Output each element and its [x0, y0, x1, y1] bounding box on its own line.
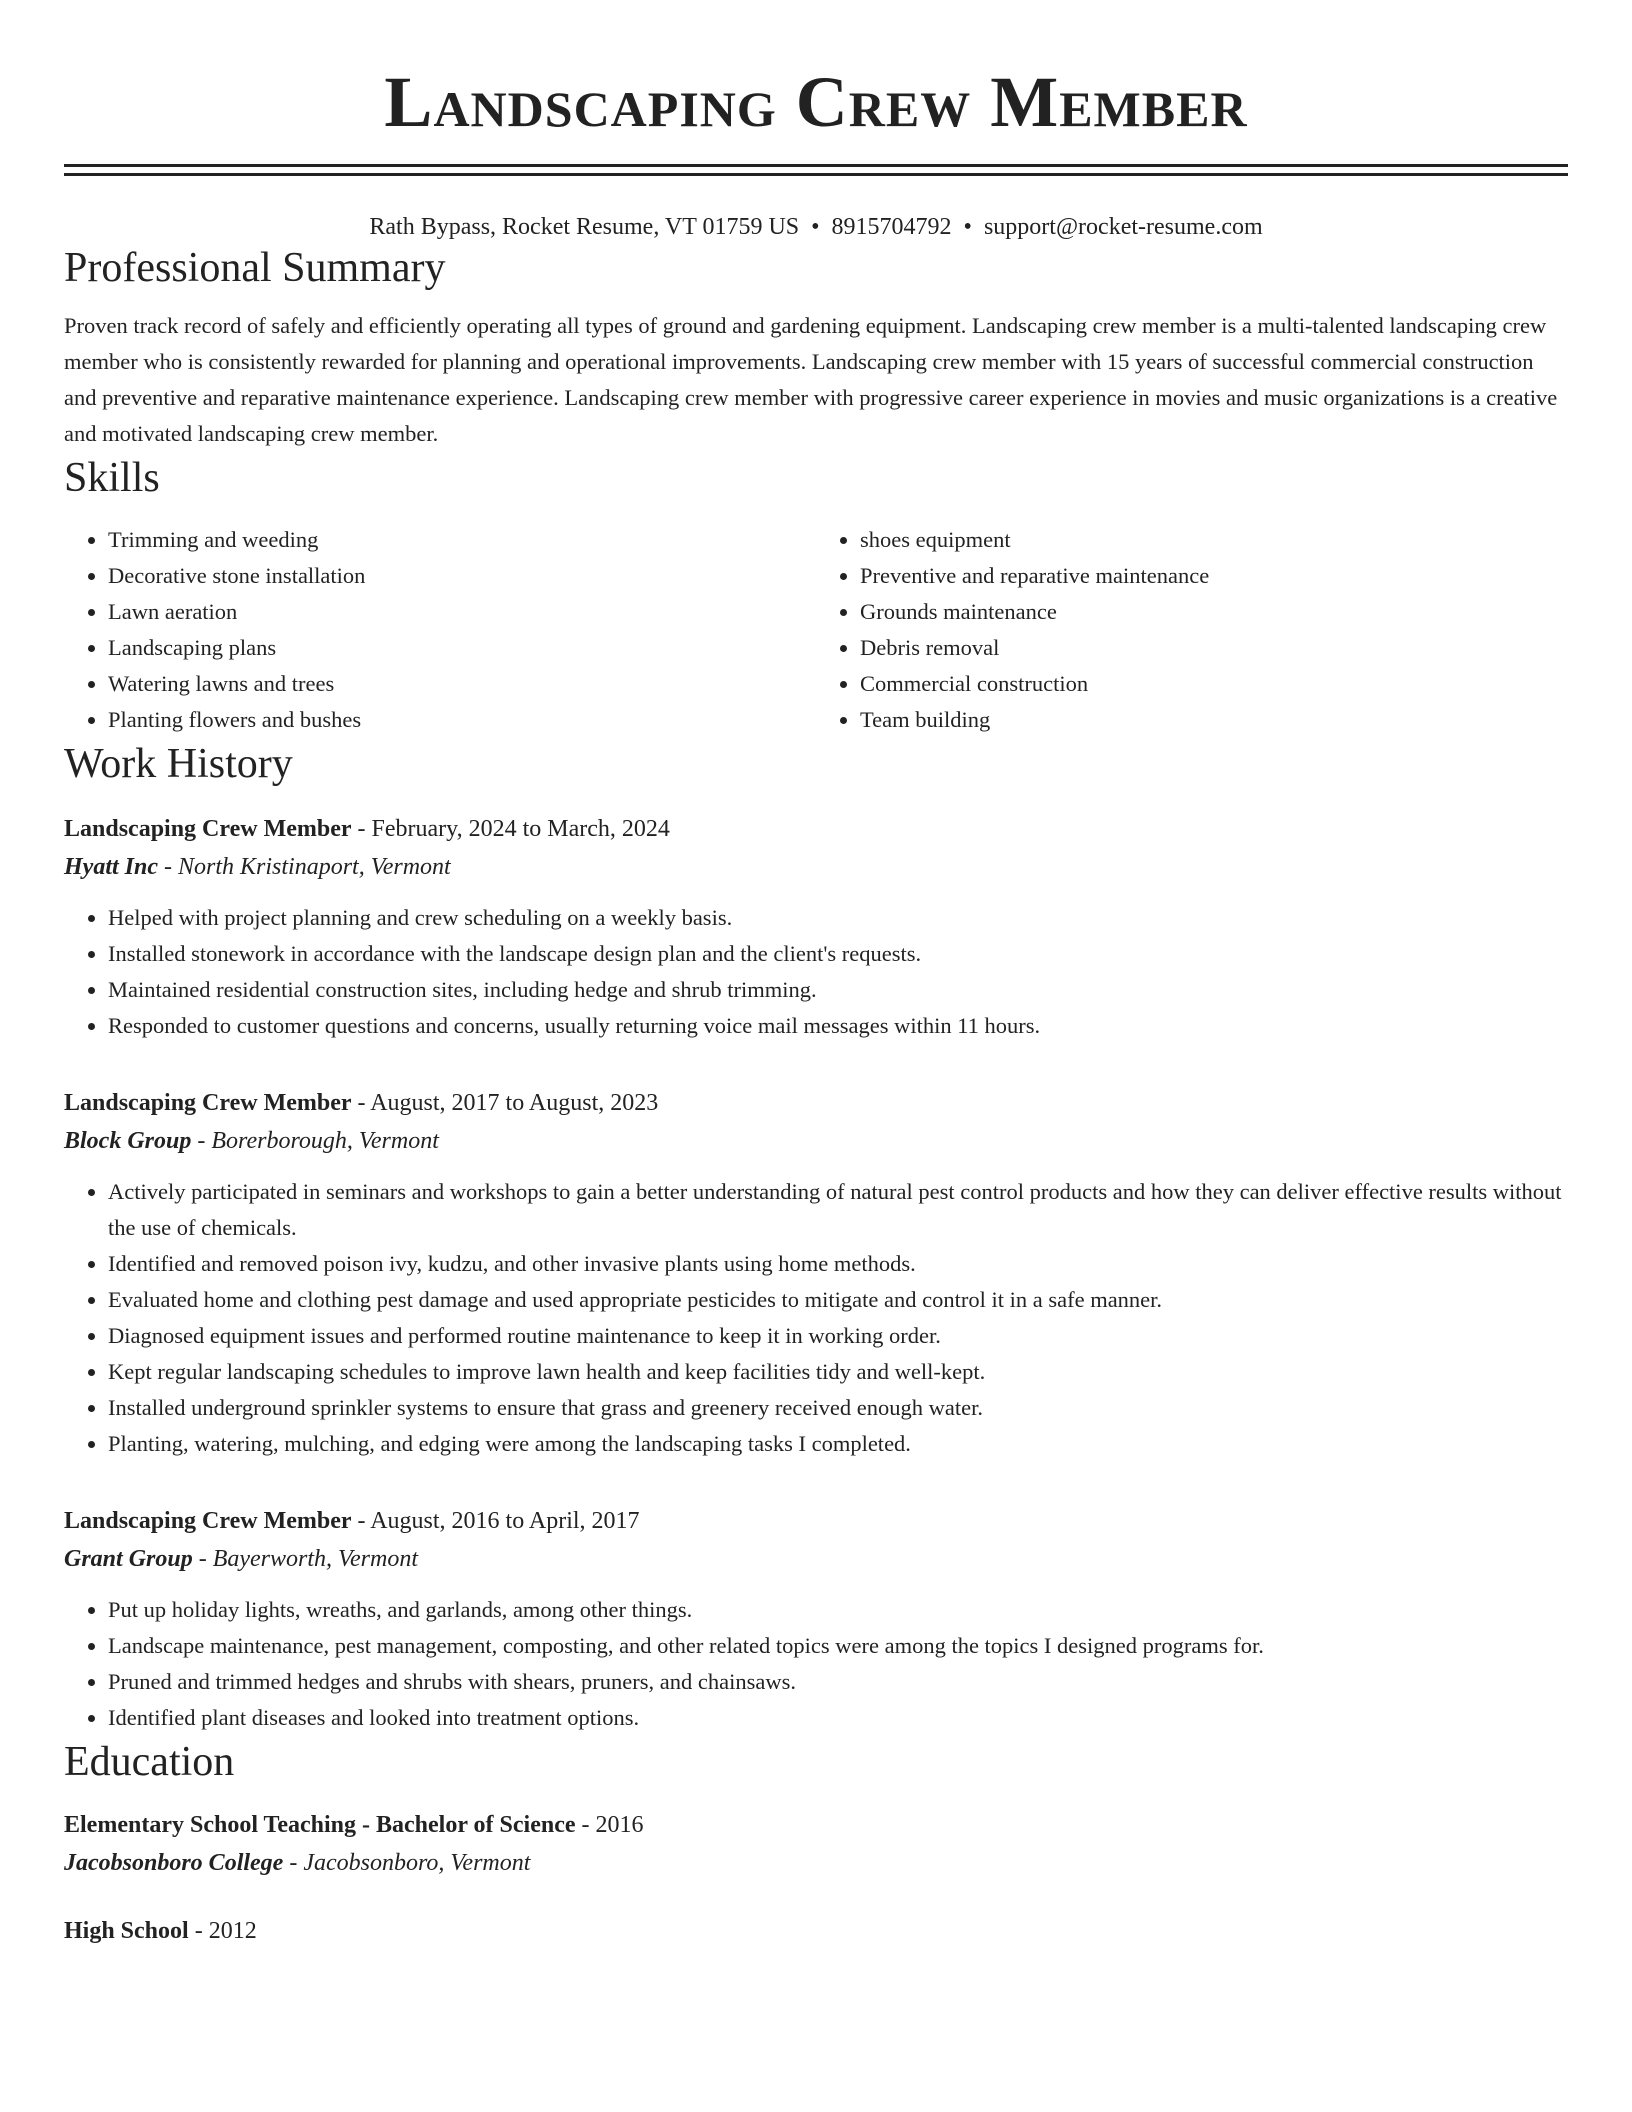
education-entry: [64, 1806, 1568, 1882]
job-duty: • Evaluated home and clothing pest damage and used appropriate pesticides to mitigate and control it in a safe manner.: [108, 1282, 1568, 1318]
skill-item: • Trimming and weeding: [108, 522, 816, 558]
job-duty: • Planting, watering, mulching, and edging were among the landscaping tasks I completed.: [108, 1426, 1568, 1462]
job-duty: • Identified plant diseases and looked into treatment options.: [108, 1700, 1568, 1736]
education-year: - 2016: [575, 1812, 644, 1838]
education-degree: High School: [64, 1918, 189, 1944]
education-school-line: [64, 1844, 1568, 1882]
contact-address: Rath Bypass, Rocket Resume, VT 01759 US: [369, 214, 800, 240]
contact-separator: •: [963, 214, 972, 240]
header-rule-top: [64, 164, 1568, 167]
job-duty: • Installed underground sprinkler systems to ensure that grass and greenery received enough water.: [108, 1390, 1568, 1426]
job-duty: • Diagnosed equipment issues and performed routine maintenance to keep it in working order.: [108, 1318, 1568, 1354]
header-rule-bottom: [64, 173, 1568, 176]
job-location: - North Kristinaport, Vermont: [158, 854, 451, 880]
job-location: - Borerborough, Vermont: [191, 1128, 439, 1154]
job-dates: - August, 2017 to August, 2023: [351, 1090, 659, 1116]
job-duty: • Installed stonework in accordance with the landscape design plan and the client's requests.: [108, 936, 1568, 972]
education-year: - 2012: [188, 1918, 257, 1944]
job-duty: • Actively participated in seminars and workshops to gain a better understanding of natural pest control products and how they can deliver effective results without the use of chemicals.: [108, 1174, 1568, 1246]
job-duty: • Landscape maintenance, pest management, composting, and other related topics were among the topics I designed programs for.: [108, 1628, 1568, 1664]
skills-columns: [64, 522, 1568, 738]
skill-item: • Grounds maintenance: [860, 594, 1568, 630]
education-location: - Jacobsonboro, Vermont: [283, 1850, 531, 1876]
job-dates: - August, 2016 to April, 2017: [351, 1508, 640, 1534]
job-duties: [64, 1174, 1568, 1462]
job-duty: • Maintained residential construction sites, including hedge and shrub trimming.: [108, 972, 1568, 1008]
work-history-heading: Work History: [64, 741, 293, 787]
job-duty: • Kept regular landscaping schedules to improve lawn health and keep facilities tidy and well-kept.: [108, 1354, 1568, 1390]
education-entry: [64, 1912, 1568, 1950]
job-header: [64, 1502, 1568, 1540]
contact-phone: 8915704792: [831, 214, 952, 240]
skill-item: • Decorative stone installation: [108, 558, 816, 594]
job-header: [64, 810, 1568, 848]
job-duty: • Identified and removed poison ivy, kudzu, and other invasive plants using home methods.: [108, 1246, 1568, 1282]
contact-line: [64, 212, 1568, 242]
skill-item: • Team building: [860, 702, 1568, 738]
job-duty: • Put up holiday lights, wreaths, and garlands, among other things.: [108, 1592, 1568, 1628]
skill-item: • Planting flowers and bushes: [108, 702, 816, 738]
skill-item: • Debris removal: [860, 630, 1568, 666]
job-entry: [64, 1084, 1568, 1462]
job-duty: • Helped with project planning and crew scheduling on a weekly basis.: [108, 900, 1568, 936]
education-degree: Elementary School Teaching - Bachelor of Science: [64, 1812, 576, 1838]
job-employer: [64, 848, 1568, 886]
job-role: Landscaping Crew Member: [64, 1508, 352, 1534]
job-company: Block Group: [64, 1128, 192, 1154]
education-header: [64, 1912, 1568, 1950]
skills-list-left: [64, 522, 816, 738]
education-school: Jacobsonboro College: [64, 1850, 284, 1876]
skills-list-right: [816, 522, 1568, 738]
education-header: [64, 1806, 1568, 1844]
summary-heading: Professional Summary: [64, 245, 446, 291]
skill-item: • Landscaping plans: [108, 630, 816, 666]
job-duty: • Responded to customer questions and concerns, usually returning voice mail messages within 11 hours.: [108, 1008, 1568, 1044]
skill-item: • Watering lawns and trees: [108, 666, 816, 702]
education-heading: Education: [64, 1739, 235, 1785]
job-duties: [64, 900, 1568, 1044]
job-company: Hyatt Inc: [64, 854, 158, 880]
job-duties: [64, 1592, 1568, 1736]
job-role: Landscaping Crew Member: [64, 816, 352, 842]
contact-separator: •: [811, 214, 820, 240]
resume-name: Landscaping Crew Member: [384, 62, 1248, 142]
skill-item: • Preventive and reparative maintenance: [860, 558, 1568, 594]
skill-item: • Commercial construction: [860, 666, 1568, 702]
job-header: [64, 1084, 1568, 1122]
contact-email[interactable]: support@rocket-resume.com: [983, 214, 1263, 240]
job-entry: [64, 810, 1568, 1044]
job-dates: - February, 2024 to March, 2024: [351, 816, 670, 842]
summary-text: Proven track record of safely and efficiently operating all types of ground and gardening equipment. Landscaping crew member is a multi-talented landscaping crew member who is consistently rewarded for planning and operational improvements. Landscaping crew member with 15 years of successful commercial construction and preventive and reparative maintenance experience. Landscaping crew member with progressive career experience in movies and music organizations is a creative and motivated landscaping crew member.: [64, 313, 1558, 446]
job-employer: [64, 1540, 1568, 1578]
job-company: Grant Group: [64, 1546, 193, 1572]
job-location: - Bayerworth, Vermont: [192, 1546, 419, 1572]
job-role: Landscaping Crew Member: [64, 1090, 352, 1116]
job-duty: • Pruned and trimmed hedges and shrubs with shears, pruners, and chainsaws.: [108, 1664, 1568, 1700]
skill-item: • Lawn aeration: [108, 594, 816, 630]
job-employer: [64, 1122, 1568, 1160]
skill-item: • shoes equipment: [860, 522, 1568, 558]
job-entry: [64, 1502, 1568, 1736]
skills-heading: Skills: [64, 455, 160, 501]
